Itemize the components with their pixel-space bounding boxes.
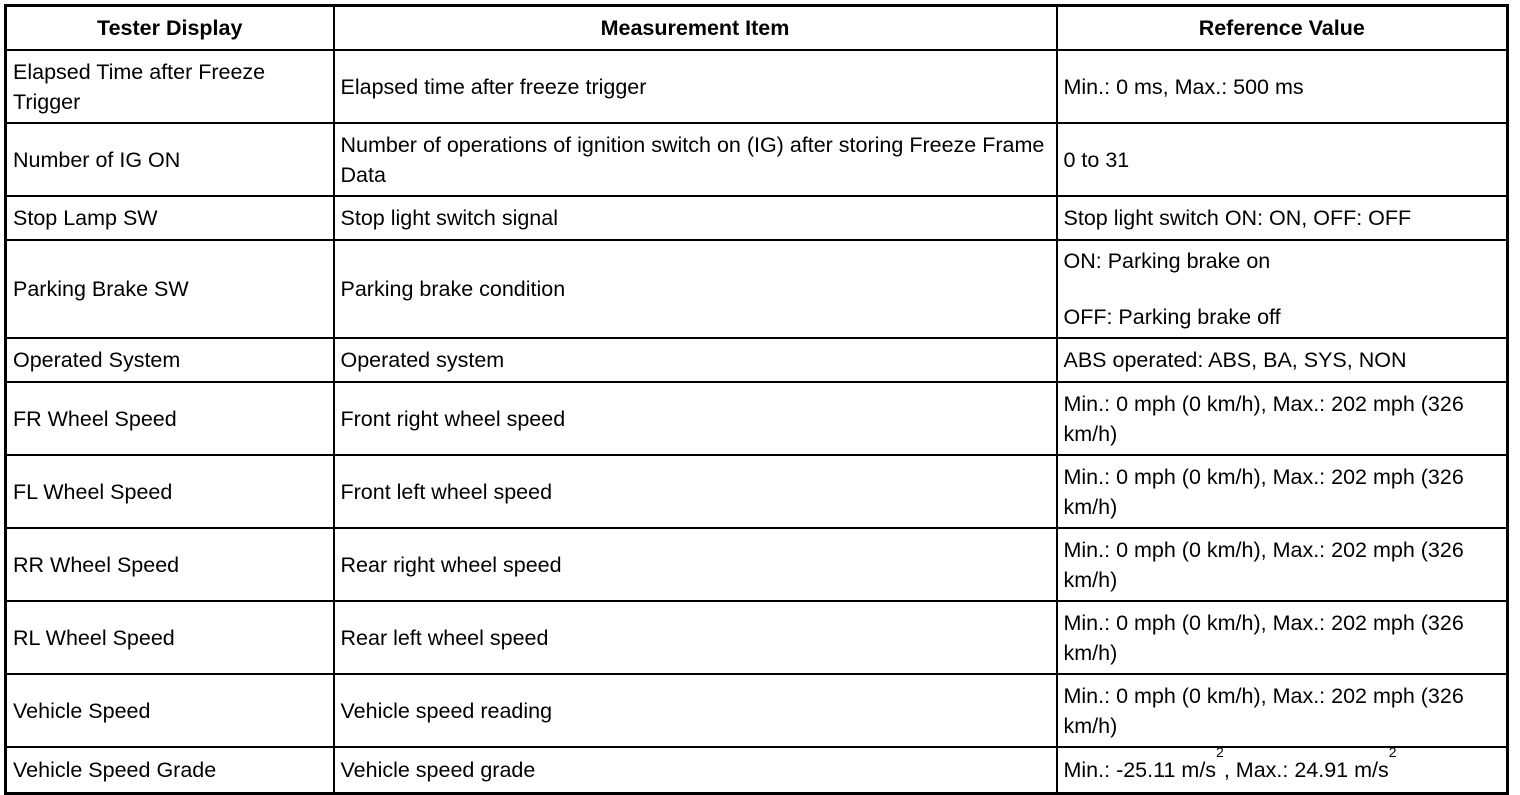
table-row: [6, 196, 1508, 240]
header-reference-value: Reference Value: [1057, 6, 1508, 51]
data-list-table: [4, 4, 1509, 795]
tester-display-cell: RL Wheel Speed: [6, 601, 334, 674]
exponent-superscript: 2: [1388, 744, 1397, 760]
measurement-item-cell: Rear right wheel speed: [334, 528, 1057, 601]
reference-value-cell: Min.: 0 mph (0 km/h), Max.: 202 mph (326 km/h): [1057, 382, 1508, 455]
table-row: [6, 601, 1508, 674]
measurement-item-cell: Parking brake condition: [334, 240, 1057, 338]
tester-display-cell: Vehicle Speed Grade: [6, 747, 334, 794]
reference-value-cell: Min.: 0 mph (0 km/h), Max.: 202 mph (326 km/h): [1057, 601, 1508, 674]
tester-display-cell: Number of IG ON: [6, 123, 334, 196]
header-measurement-item: Measurement Item: [334, 6, 1057, 51]
table-row: [6, 747, 1508, 794]
measurement-item-cell: Operated system: [334, 338, 1057, 382]
tester-display-cell: Parking Brake SW: [6, 240, 334, 338]
measurement-item-cell: Number of operations of ignition switch on (IG) after storing Freeze Frame Data: [334, 123, 1057, 196]
measurement-item-cell: Front left wheel speed: [334, 455, 1057, 528]
measurement-item-cell: Vehicle speed grade: [334, 747, 1057, 794]
tester-display-cell: FL Wheel Speed: [6, 455, 334, 528]
reference-value-line: OFF: Parking brake off: [1063, 305, 1281, 329]
reference-value-cell: Min.: 0 mph (0 km/h), Max.: 202 mph (326 km/h): [1057, 455, 1508, 528]
table-row: [6, 528, 1508, 601]
table-row: [6, 382, 1508, 455]
table-row: [6, 338, 1508, 382]
table-row: [6, 674, 1508, 747]
measurement-item-cell: Rear left wheel speed: [334, 601, 1057, 674]
tester-display-cell: Stop Lamp SW: [6, 196, 334, 240]
reference-value-cell: Min.: 0 ms, Max.: 500 ms: [1057, 50, 1508, 123]
reference-value-cell: 0 to 31: [1057, 123, 1508, 196]
measurement-item-cell: Vehicle speed reading: [334, 674, 1057, 747]
reference-value-line: ON: Parking brake on: [1063, 249, 1271, 273]
reference-value-cell: Min.: 0 mph (0 km/h), Max.: 202 mph (326 km/h): [1057, 674, 1508, 747]
reference-value-cell: [1057, 240, 1508, 338]
reference-value-cell: ABS operated: ABS, BA, SYS, NON: [1057, 338, 1508, 382]
measurement-item-cell: Stop light switch signal: [334, 196, 1057, 240]
table-row: [6, 50, 1508, 123]
measurement-item-cell: Elapsed time after freeze trigger: [334, 50, 1057, 123]
tester-display-cell: RR Wheel Speed: [6, 528, 334, 601]
tester-display-cell: Operated System: [6, 338, 334, 382]
tester-display-cell: Vehicle Speed: [6, 674, 334, 747]
reference-value-cell: [1057, 744, 1508, 794]
table-row: [6, 240, 1508, 338]
tester-display-cell: Elapsed Time after Freeze Trigger: [6, 50, 334, 123]
table-header-row: [6, 6, 1508, 51]
tester-display-cell: FR Wheel Speed: [6, 382, 334, 455]
header-tester-display: Tester Display: [6, 6, 334, 51]
table-row: [6, 123, 1508, 196]
reference-value-max: , Max.: 24.91 m/s: [1223, 758, 1389, 782]
table-row: [6, 455, 1508, 528]
measurement-item-cell: Front right wheel speed: [334, 382, 1057, 455]
reference-value-cell: Stop light switch ON: ON, OFF: OFF: [1057, 196, 1508, 240]
reference-value-cell: Min.: 0 mph (0 km/h), Max.: 202 mph (326 km/h): [1057, 528, 1508, 601]
reference-value-min: Min.: -25.11 m/s: [1063, 758, 1217, 782]
exponent-superscript: 2: [1216, 744, 1224, 760]
